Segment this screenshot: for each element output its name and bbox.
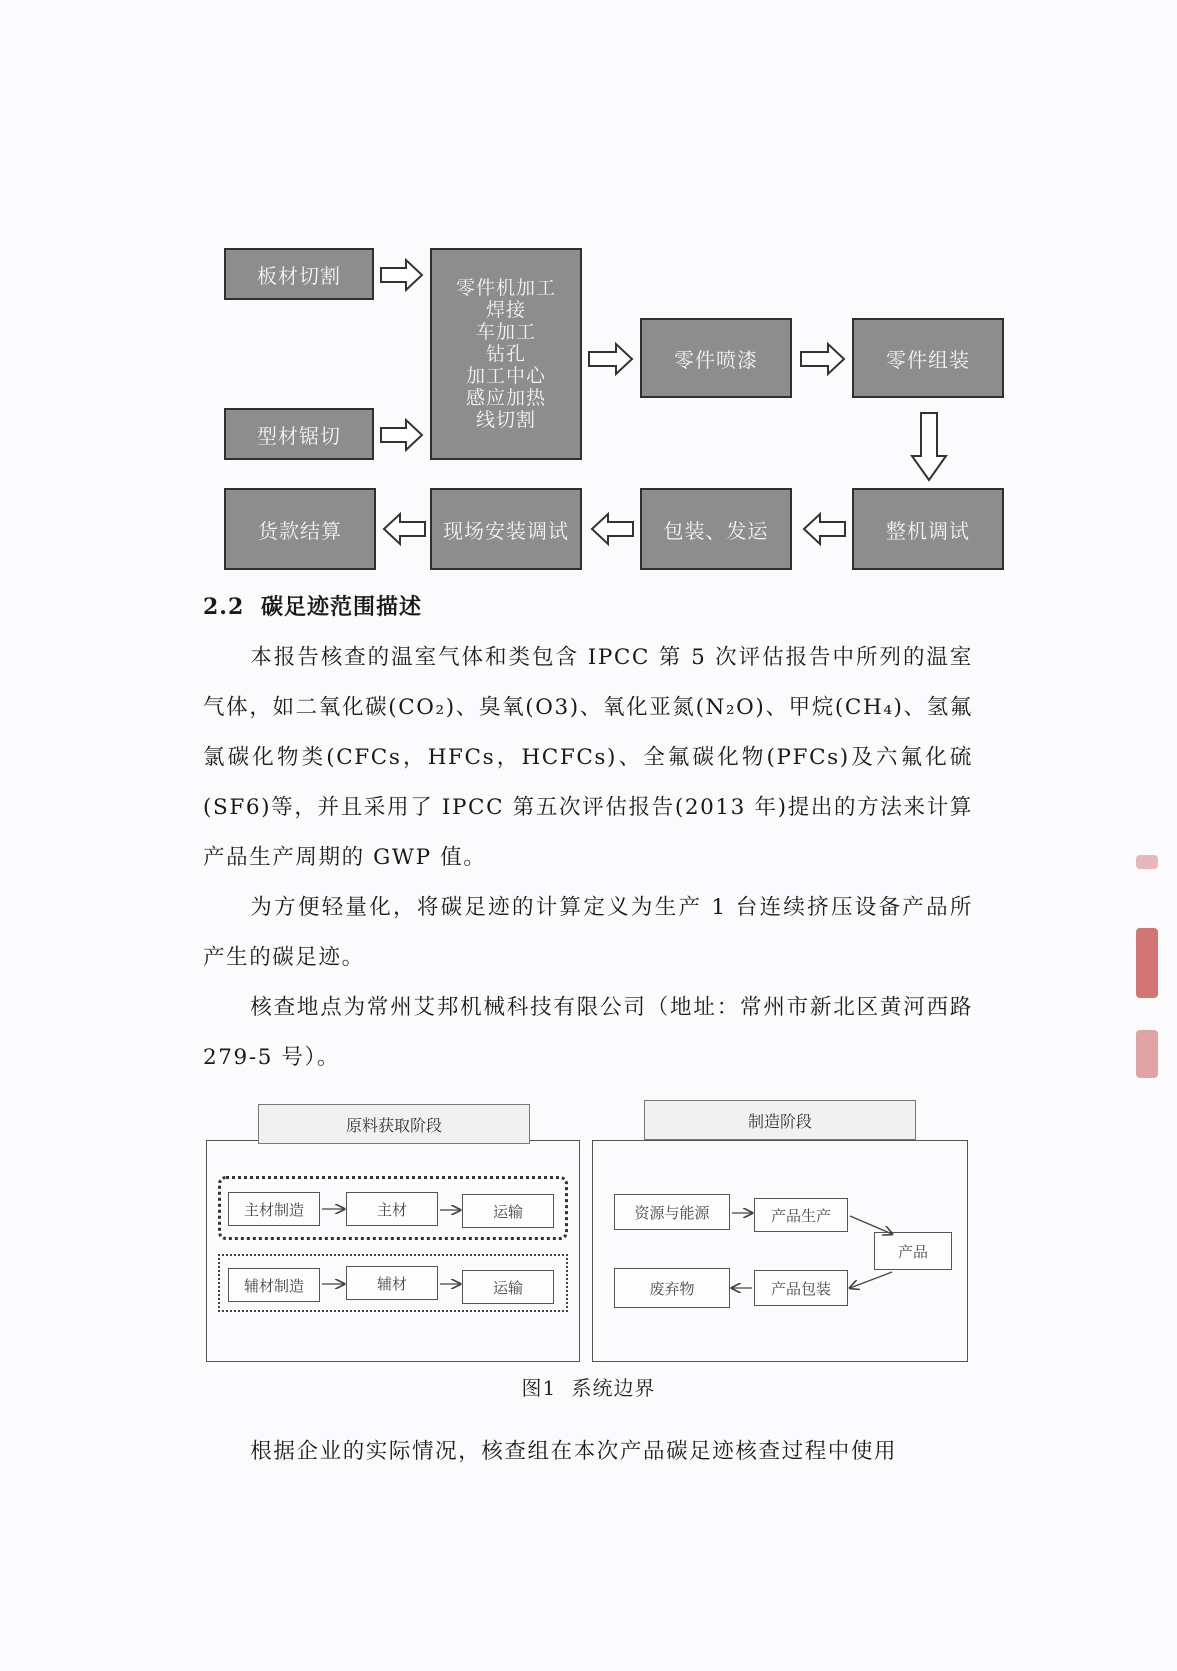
paragraph-functional-unit: 为方便轻量化，将碳足迹的计算定义为生产 1 台连续挤压设备产品所产生的碳足迹。 [203, 895, 973, 970]
figure-caption [0, 1372, 1177, 1401]
arrow-right-icon [380, 418, 424, 452]
mfg-stage-label: 制造阶段 [644, 1100, 916, 1140]
waste-box: 废弃物 [614, 1268, 730, 1308]
machining-step: 线切割 [475, 409, 536, 431]
product-box: 产品 [874, 1232, 952, 1270]
mfg-stage-arrows [592, 1176, 968, 1326]
stamp-fragment [1136, 1030, 1158, 1078]
figure-title: 系统边界 [571, 1376, 656, 1400]
product-packaging-box: 产品包装 [754, 1270, 848, 1306]
transport-box: 运输 [462, 1270, 554, 1304]
product-production-box: 产品生产 [754, 1198, 848, 1232]
arrow-down-icon [910, 412, 948, 482]
installation-box: 现场安装调试 [430, 488, 582, 570]
figure-number: 图1 [521, 1376, 557, 1400]
arrow-left-icon [590, 512, 634, 546]
arrow-right-icon [588, 342, 634, 376]
machining-step: 焊接 [485, 299, 526, 321]
main-material-box: 主材 [346, 1192, 438, 1226]
paragraph-method: 根据企业的实际情况，核查组在本次产品碳足迹核查过程中使用 [250, 1439, 898, 1464]
packaging-box: 包装、发运 [640, 488, 792, 570]
main-material-making-box: 主材制造 [228, 1192, 320, 1226]
painting-box: 零件喷漆 [640, 318, 792, 398]
flow-arrow-icon [850, 1272, 892, 1288]
transport-box: 运输 [462, 1194, 554, 1228]
flow-arrow-icon [850, 1216, 892, 1234]
assembly-box: 零件组装 [852, 318, 1004, 398]
section-title: 碳足迹范围描述 [260, 594, 422, 620]
machining-box [430, 248, 582, 460]
machining-step: 加工中心 [465, 365, 546, 387]
resources-energy-box: 资源与能源 [614, 1194, 730, 1230]
section-heading [203, 590, 422, 621]
section-number: 2.2 [203, 594, 245, 620]
aux-material-making-box: 辅材制造 [228, 1268, 320, 1302]
sheet-cutting-box: 板材切割 [224, 248, 374, 300]
arrow-left-icon [382, 512, 426, 546]
settlement-box: 货款结算 [224, 488, 376, 570]
raw-stage-arrows [206, 1176, 580, 1326]
arrow-left-icon [802, 512, 846, 546]
paragraph-site: 核查地点为常州艾邦机械科技有限公司（地址：常州市新北区黄河西路 279-5 号）。 [203, 995, 973, 1070]
arrow-right-icon [800, 342, 846, 376]
profile-sawing-box: 型材锯切 [224, 408, 374, 460]
arrow-right-icon [380, 258, 424, 292]
machining-step: 零件机加工 [455, 277, 556, 299]
debugging-box: 整机调试 [852, 488, 1004, 570]
machining-step: 钻孔 [485, 343, 526, 365]
stamp-fragment [1136, 928, 1158, 998]
stamp-fragment [1136, 855, 1158, 869]
paragraph-ghg-scope: 本报告核查的温室气体和类包含 IPCC 第 5 次评估报告中所列的温室气体，如二氧化碳(CO₂)、臭氧(O3)、氧化亚氮(N₂O)、甲烷(CH₄)、氢氟氯碳化物类(CFCs，HFCs，HCFCs)、全氟碳化物(PFCs)及六氟化硫(SF6)等，并且采用了 IPCC 第五次评估报告(2013 年)提出的方法来计算产品生产周期的 GWP 值。 [203, 645, 973, 870]
machining-step: 感应加热 [465, 387, 546, 409]
aux-material-box: 辅材 [346, 1266, 438, 1300]
raw-stage-label: 原料获取阶段 [258, 1104, 530, 1144]
machining-step: 车加工 [475, 321, 536, 343]
